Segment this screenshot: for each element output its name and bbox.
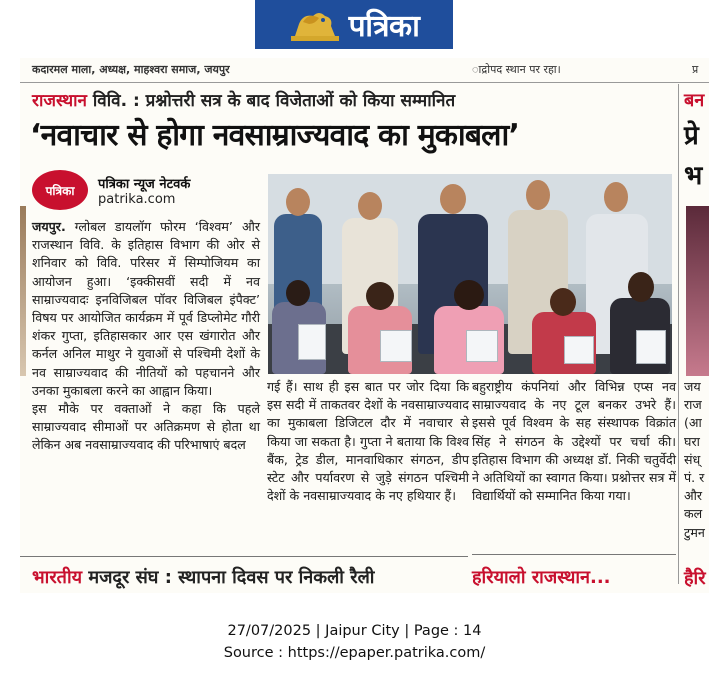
side-photo	[686, 206, 709, 376]
side-bottom-headline: हैरि	[684, 568, 706, 589]
footer-source-line: Source : https://epaper.patrika.com/	[223, 645, 486, 661]
lion-emblem-icon	[289, 6, 341, 44]
photo-student-head	[366, 282, 394, 310]
top-strip-left: कदारमल माला, अध्यक्ष, माहश्वरा समाज, जयपुर	[32, 63, 230, 76]
photo-student-head	[628, 272, 654, 302]
bottom-headline-left	[32, 565, 374, 589]
divider	[472, 554, 676, 555]
photo-student-head	[550, 288, 576, 316]
article-headline: ‘नवाचार से होगा नवसाम्राज्यवाद का मुकाबला’	[30, 118, 520, 153]
side-line: कल	[684, 506, 703, 522]
byline-agency: पत्रिका न्यूज नेटवर्क	[98, 177, 191, 192]
photo-certificate	[380, 330, 412, 362]
side-line: टुमन	[684, 524, 705, 540]
side-headline-1: प्रे	[684, 121, 699, 151]
newspaper-clipping	[20, 58, 709, 593]
article-kicker	[32, 88, 455, 111]
photo-student-head	[454, 280, 484, 310]
masthead-logo	[255, 0, 453, 49]
adjacent-photo-edge	[20, 206, 26, 376]
photo-person-head	[526, 180, 550, 210]
bottom-kicker: भारतीय	[32, 567, 83, 588]
photo-certificate	[466, 330, 498, 362]
top-strip-far: प्र	[692, 63, 699, 76]
photo-certificate	[636, 330, 666, 364]
kicker-text: विवि. : प्रश्नोत्तरी सत्र के बाद विजेताओं को किया सम्मानित	[86, 91, 456, 111]
bottom-headline-text: मजदूर संघ : स्थापना दिवस पर निकली रैली	[82, 567, 375, 588]
side-line: राज	[684, 397, 702, 413]
brand-name: पत्रिका	[348, 9, 420, 44]
side-kicker: बन	[684, 90, 705, 111]
side-column-text	[684, 378, 709, 542]
side-line: और	[684, 488, 703, 504]
footer-date-line: 27/07/2025 | Jaipur City | Page : 14	[227, 623, 482, 639]
divider	[20, 556, 468, 557]
bottom-headline-right: हरियालो राजस्थान...	[472, 567, 611, 588]
column-divider	[678, 84, 679, 584]
side-headline-2: भ	[684, 161, 703, 191]
article-column-3: बहुराष्ट्रीय कंपनियां और विभिन्न एप्स नव साम्राज्यवाद के नए टूल बनकर उभरे हैं। इससे पूर्व विश्वम के सह संस्थापक विक्रांत सिंह ने संगठन के उद्देश्यों पर चर्चा की। इतिहास विभाग की अध्यक्ष डॉ. निकी चतुर्वेदी ने अतिथियों का स्वागत किया। प्रश्नोत्तर सत्र में विद्यार्थियों को सम्मानित किया गया।	[472, 379, 676, 504]
column-1-paragraph-2: इस मौके पर वक्ताओं ने कहा कि पहले साम्राज्यवाद सीमाओं पर अतिक्रमण से होता था लेकिन अब नवसाम्राज्यवाद की परिभाषाएं बदल	[32, 401, 260, 453]
top-strip	[32, 62, 699, 76]
photo-person-head	[286, 188, 310, 216]
column-1-paragraph-1: ग्लोबल डायलॉग फोरम ‘विश्वम’ और राजस्थान विवि. के इतिहास विभाग की ओर से शनिवार को विवि. परिसर में सिम्पोजियम का आयोजन हुआ। ‘इक्कीसवीं सदी में नव साम्राज्यवादः इनविजिबल पॉवर विजिबल इंपैक्ट’ विषय पर आयोजित कार्यक्रम में पूर्व डिप्लोमेट गौरी शंकर गुप्ता, इतिहासकार आर एस खंगारोत और कर्नल अनिल माथुर ने युवाओं से पश्चिमी देशों के नव साम्राज्यवाद की नीतियों को पहचानने और उनका मुकाबला करने का आह्वान किया।	[32, 219, 260, 398]
photo-person-head	[358, 192, 382, 220]
byline-website: patrika.com	[98, 192, 176, 207]
divider	[20, 82, 709, 83]
side-line: संध्	[684, 451, 701, 467]
article-column-1	[32, 218, 260, 455]
kicker-section: राजस्थान	[32, 91, 87, 111]
side-line: घरा	[684, 433, 700, 449]
photo-certificate	[298, 324, 326, 360]
side-line: पं. र	[684, 470, 705, 486]
photo-certificate	[564, 336, 594, 364]
article-column-2: गई हैं। साथ ही इस बात पर जोर दिया कि इस सदी में ताकतवर देशों के नवसाम्राज्यवाद का मुकाबला डिजिटल दौर में नवाचार से किया जा सकता है। गुप्ता ने बताया कि विश्व बैंक, ट्रेड डील, मानवाधिकार संगठन, डीप स्टेट और पर्यावरण से जुड़े संगठन पश्चिमी देशों के नवसाम्राज्यवाद के नए हथियार हैं।	[267, 379, 469, 504]
dateline: जयपुर.	[32, 219, 66, 234]
side-line: जय	[684, 379, 701, 394]
patrika-badge: पत्रिका	[32, 170, 88, 210]
top-strip-right: ाद्रोपद स्थान पर रहा।	[472, 63, 561, 76]
photo-person-head	[440, 184, 466, 214]
article-photo	[268, 174, 672, 374]
photo-student-head	[286, 280, 310, 306]
photo-person-head	[604, 182, 628, 212]
source-footer	[0, 620, 709, 664]
side-line: (आ	[684, 415, 702, 431]
